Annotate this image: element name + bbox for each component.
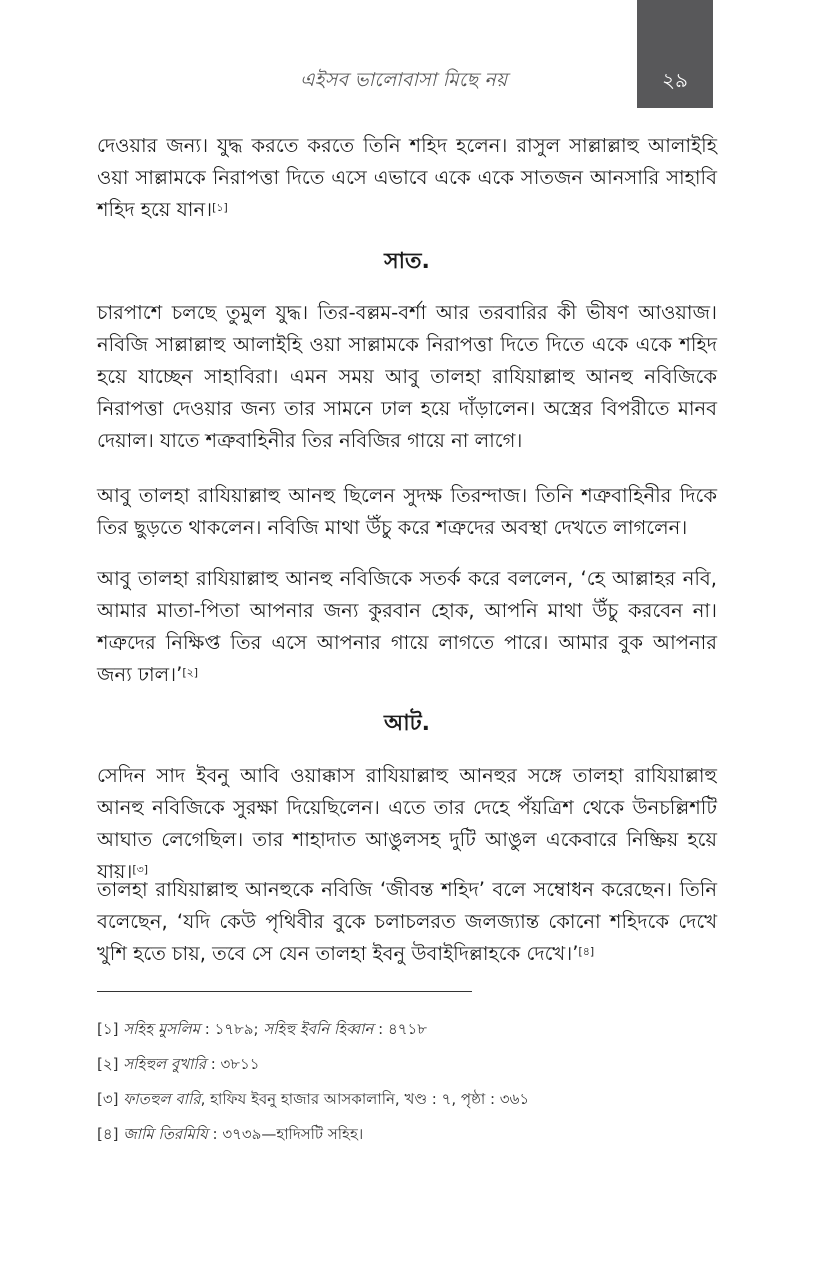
page-number-tab xyxy=(637,0,713,108)
paragraph: সেদিন সাদ ইবনু আবি ওয়াক্কাস রাযিয়াল্লাহু আনহুর সঙ্গে তালহা রাযিয়াল্লাহু আনহু নবিজিকে সুরক্ষা দিয়েছিলেন। এতে তার দেহে পঁয়ত্রিশ থেকে উনচল্লিশটি আঘাত লেগেছিল। তার শাহাদাত আঙুলসহ দুটি আঙুল একেবারে নিষ্ক্রিয় হয়ে যায়।[৩] xyxy=(97,764,717,883)
footnote-ref[interactable]: [৩] xyxy=(132,863,149,876)
running-head: এইসব ভালোবাসা মিছে নয় xyxy=(300,69,508,91)
section-heading: সাত. xyxy=(384,249,430,274)
footnote-ref[interactable]: [২] xyxy=(182,666,199,679)
paragraph: তালহা রাযিয়াল্লাহু আনহুকে নবিজি ‘জীবন্ত শহিদ’ বলে সম্বোধন করেছেন। তিনি বলেছেন, ‘যদি কেউ পৃথিবীর বুকে চলাচলরত জলজ্যান্ত কোনো শহিদকে দেখে খুশি হতে চায়, তবে সে যেন তালহা ইবনু উবাইদিল্লাহকে দেখে।’[৪] xyxy=(97,878,717,965)
footnote-rule xyxy=(97,991,472,992)
paragraph: দেওয়ার জন্য। যুদ্ধ করতে করতে তিনি শহিদ হলেন। রাসুল সাল্লাল্লাহু আলাইহি ওয়া সাল্লামকে নিরাপত্তা দিতে এসে এভাবে একে একে সাতজন আনসারি সাহাবি শহিদ হয়ে যান।[১] xyxy=(97,134,717,221)
footnote: [৩] ফাতহুল বারি, হাফিয ইবনু হাজার আসকালানি, খণ্ড : ৭, পৃষ্ঠা : ৩৬১ xyxy=(97,1090,530,1108)
footnote: [৪] জামি তিরমিযি : ৩৭৩৯—হাদিসটি সহিহ। xyxy=(97,1125,364,1143)
footnote-ref[interactable]: [৪] xyxy=(578,945,595,958)
footnote: [২] সহিহুল বুখারি : ৩৮১১ xyxy=(97,1055,260,1073)
footnote-ref[interactable]: [১] xyxy=(212,201,228,214)
footnote: [১] সহিহ মুসলিম : ১৭৮৯; সহিহু ইবনি হিব্বান : ৪৭১৮ xyxy=(97,1020,427,1038)
section-heading: আট. xyxy=(383,711,430,736)
paragraph: আবু তালহা রাযিয়াল্লাহু আনহু ছিলেন সুদক্ষ তিরন্দাজ। তিনি শত্রুবাহিনীর দিকে তির ছুড়তে থাকলেন। নবিজি মাথা উঁচু করে শত্রুদের অবস্থা দেখতে লাগলেন। xyxy=(97,484,717,539)
paragraph: চারপাশে চলছে তুমুল যুদ্ধ। তির-বল্লম-বর্শা আর তরবারির কী ভীষণ আওয়াজ। নবিজি সাল্লাল্লাহু আলাইহি ওয়া সাল্লামকে নিরাপত্তা দিতে দিতে একে একে শহিদ হয়ে যাচ্ছেন সাহাবিরা। এমন সময় আবু তালহা রাযিয়াল্লাহু আনহু নবিজিকে নিরাপত্তা দেওয়ার জন্য তার সামনে ঢাল হয়ে দাঁড়ালেন। অস্ত্রের বিপরীতে মানব দেয়াল। যাতে শত্রুবাহিনীর তির নবিজির গায়ে না লাগে। xyxy=(97,301,717,452)
paragraph: আবু তালহা রাযিয়াল্লাহু আনহু নবিজিকে সতর্ক করে বললেন, ‘হে আল্লাহর নবি, আমার মাতা-পিতা আপনার জন্য কুরবান হোক, আপনি মাথা উঁচু করবেন না। শত্রুদের নিক্ষিপ্ত তির এসে আপনার গায়ে লাগতে পারে। আমার বুক আপনার জন্য ঢাল।’[২] xyxy=(97,567,717,686)
page-number: ২৯ xyxy=(662,68,688,92)
